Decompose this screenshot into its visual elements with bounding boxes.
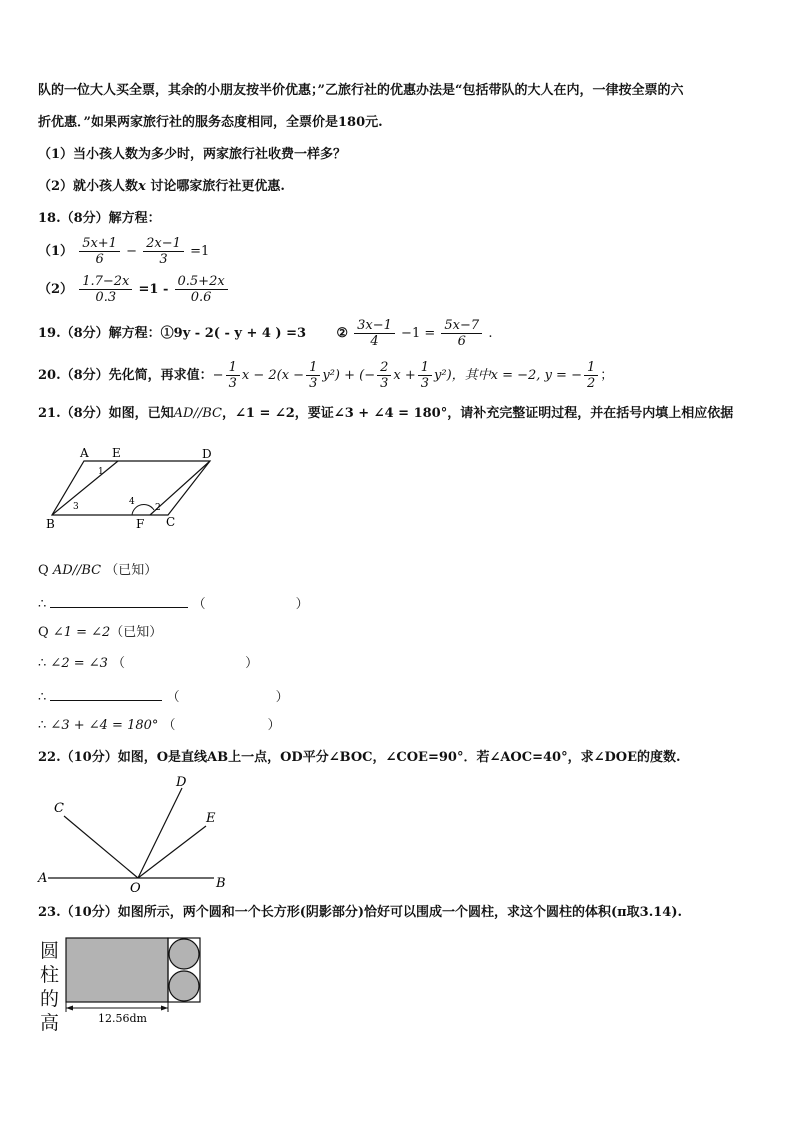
- fraction-numerator: 1: [584, 360, 598, 376]
- p21-step-1-reason: （已知）: [105, 563, 158, 578]
- therefore-symbol: ∴: [38, 690, 47, 705]
- fraction-denominator: 3: [420, 376, 430, 391]
- p21-step-6: [38, 717, 281, 735]
- p21-step-4-statement: ∠2 = ∠3: [50, 656, 108, 671]
- p21-step-1: [38, 562, 157, 580]
- p18-equation-1: [38, 236, 209, 267]
- p20-heading: 20.（8分）先化简，再求值：: [38, 368, 213, 383]
- label-angle-2: 2: [155, 503, 161, 513]
- p21-step-3: [38, 624, 162, 642]
- since-symbol: Q: [38, 625, 49, 640]
- label-e: E: [206, 811, 216, 826]
- reason-paren-open: （: [166, 690, 180, 705]
- p20-term: y²) + (−: [322, 368, 376, 383]
- p22-angle-figure: [34, 770, 244, 895]
- reason-paren-close: ）: [275, 690, 289, 705]
- p19-eq2-end: .: [488, 326, 493, 341]
- p19-eq2-label: ②: [336, 326, 348, 341]
- fraction-numerator: 2x−1: [143, 236, 184, 252]
- p21-step-5-blank[interactable]: [50, 686, 162, 701]
- fraction-denominator: 0.3: [95, 290, 117, 305]
- reason-paren-close: ）: [267, 718, 281, 733]
- p20-fraction: [226, 360, 240, 391]
- p21-heading: [38, 405, 733, 423]
- p17-question-2: [38, 178, 285, 196]
- fraction-denominator: 0.6: [190, 290, 212, 305]
- fraction-numerator: 1.7−2x: [79, 274, 132, 290]
- therefore-symbol: ∴: [38, 656, 47, 671]
- label-a: A: [38, 871, 48, 886]
- cylinder-height-char-2: 柱: [40, 964, 60, 986]
- dimension-arrow-right: [161, 1006, 168, 1011]
- p18-eq2-middle: =1 -: [138, 282, 169, 297]
- label-c: C: [166, 515, 176, 529]
- reason-paren-open: （: [112, 656, 126, 671]
- label-o: O: [130, 881, 141, 896]
- p21-step-3-statement: ∠1 = ∠2: [52, 625, 111, 640]
- p20-term: −: [212, 368, 224, 383]
- p21-step-5: [38, 686, 289, 707]
- fraction-numerator: 0.5+2x: [175, 274, 228, 290]
- p20-values: x = −2, y = −: [490, 368, 582, 383]
- p19-eq2-fraction-1: [354, 318, 395, 349]
- p17-text-line-2: 折优惠．”如果两家旅行社的服务态度相同，全票价是180元.: [38, 115, 383, 130]
- p21-heading-text: 21.（8分）如图，已知: [38, 406, 174, 421]
- p21-condition: AD//BC: [173, 406, 222, 421]
- reason-paren-close: ）: [245, 656, 259, 671]
- p21-step-2: [38, 593, 309, 614]
- ray-oc: [64, 816, 138, 878]
- reason-paren-close: ）: [295, 597, 309, 612]
- p21-step-6-statement: ∠3 + ∠4 = 180°: [50, 718, 159, 733]
- p20-fraction: [306, 360, 320, 391]
- label-a: A: [80, 446, 89, 460]
- p20-term: x − 2(x −: [241, 368, 305, 383]
- segment-be: [52, 461, 118, 515]
- ray-od: [138, 788, 182, 878]
- p23-text: 23.（10分）如图所示，两个圆和一个长方形(阴影部分)恰好可以围成一个圆柱，求这个圆柱的体积(π取3.14).: [38, 905, 683, 920]
- p17-question-1: （1）当小孩人数为多少时，两家旅行社收费一样多？: [38, 147, 347, 162]
- fraction-numerator: 5x−7: [441, 318, 482, 334]
- fraction-numerator: 1: [226, 360, 240, 376]
- dimension-label: 12.56dm: [98, 1012, 147, 1025]
- p18-eq1-operator: −: [126, 244, 138, 259]
- p21-heading-rest: ，∠1 = ∠2，要证∠3 + ∠4 = 180°，请补充完整证明过程，并在括号内填上相应依据: [221, 406, 734, 421]
- since-symbol: Q: [38, 563, 49, 578]
- p17-text-line-1: 队的一位大人买全票，其余的小朋友按半价优惠；”乙旅行社的优惠办法是“包括带队的大人在内，一律按全票的六: [38, 83, 684, 98]
- label-angle-4: 4: [129, 497, 135, 507]
- fraction-denominator: 3: [228, 376, 237, 391]
- therefore-symbol: ∴: [38, 597, 47, 612]
- p21-step-2-blank[interactable]: [50, 593, 188, 608]
- label-angle-3: 3: [73, 502, 79, 512]
- fraction-denominator: 6: [95, 252, 104, 267]
- p23-cylinder-net-figure: [64, 936, 204, 1026]
- p20-fraction: [418, 360, 432, 391]
- p20-end: ；: [600, 368, 614, 383]
- reason-paren-open: （: [162, 718, 176, 733]
- cylinder-height-char-3: 的: [40, 988, 60, 1010]
- ray-oe: [138, 826, 206, 878]
- label-d: D: [202, 447, 212, 461]
- p18-equation-2: [38, 274, 230, 305]
- fraction-numerator: 1: [418, 360, 432, 376]
- p18-eq1-fraction-2: [143, 236, 184, 267]
- label-e: E: [112, 446, 121, 460]
- p18-eq1-label: （1）: [38, 244, 74, 259]
- p18-eq2-label: （2）: [38, 282, 74, 297]
- p20-term: y²)，其中: [434, 368, 491, 383]
- p21-step-3-reason: （已知）: [110, 625, 163, 640]
- p17-q2-variable: x: [138, 179, 146, 194]
- p17-q2-text-b: 讨论哪家旅行社更优惠.: [150, 179, 285, 194]
- therefore-symbol: ∴: [38, 718, 47, 733]
- fraction-numerator: 1: [306, 360, 320, 376]
- label-angle-1: 1: [98, 467, 104, 477]
- fraction-denominator: 6: [457, 334, 466, 349]
- fraction-numerator: 2: [377, 360, 391, 376]
- fraction-denominator: 3: [309, 376, 318, 391]
- reason-paren-open: （: [192, 597, 206, 612]
- p18-eq1-fraction-1: [79, 236, 120, 267]
- fraction-numerator: 3x−1: [354, 318, 395, 334]
- label-c: C: [54, 801, 64, 816]
- p17-q2-text-a: （2）就小孩人数: [38, 179, 139, 194]
- p22-text: 22.（10分）如图，O是直线AB上一点，OD平分∠BOC，∠COE=90°．若∠AOC=40°，求∠DOE的度数.: [38, 750, 681, 765]
- p19-eq2-fraction-2: [441, 318, 482, 349]
- angle-4-arc: [132, 504, 154, 515]
- p19-heading: 19.（8分）解方程：: [38, 326, 161, 341]
- label-b: B: [216, 876, 226, 891]
- p19-line: [38, 318, 492, 349]
- p18-eq1-rhs: =1: [190, 244, 210, 259]
- p18-eq2-fraction-2: [175, 274, 228, 305]
- p20-term: x +: [393, 368, 416, 383]
- p21-step-4: [38, 655, 258, 673]
- p21-step-1-statement: AD//BC: [52, 563, 102, 578]
- p20-fraction: [584, 360, 598, 391]
- fraction-denominator: 2: [586, 376, 596, 391]
- fraction-denominator: 3: [380, 376, 389, 391]
- p18-eq2-fraction-1: [79, 274, 132, 305]
- p19-equation-1: ①9y - 2( - y + 4 ) =3: [160, 326, 307, 341]
- label-b: B: [46, 517, 55, 531]
- bottom-circle: [169, 971, 199, 1001]
- label-d: D: [176, 775, 187, 790]
- label-f: F: [136, 517, 145, 531]
- p20-line: [38, 360, 613, 391]
- p20-fraction: [377, 360, 391, 391]
- top-circle: [169, 939, 199, 969]
- p21-parallelogram-figure: [36, 440, 226, 535]
- dimension-arrow-left: [66, 1006, 73, 1011]
- fraction-denominator: 3: [159, 252, 168, 267]
- p19-eq2-middle: −1 =: [401, 326, 436, 341]
- cylinder-height-char-4: 高: [40, 1012, 60, 1034]
- fraction-numerator: 5x+1: [79, 236, 120, 252]
- cylinder-height-char-1: 圆: [40, 940, 60, 962]
- p18-heading: 18.（8分）解方程：: [38, 211, 161, 226]
- shaded-rectangle: [66, 938, 168, 1002]
- fraction-denominator: 4: [370, 334, 379, 349]
